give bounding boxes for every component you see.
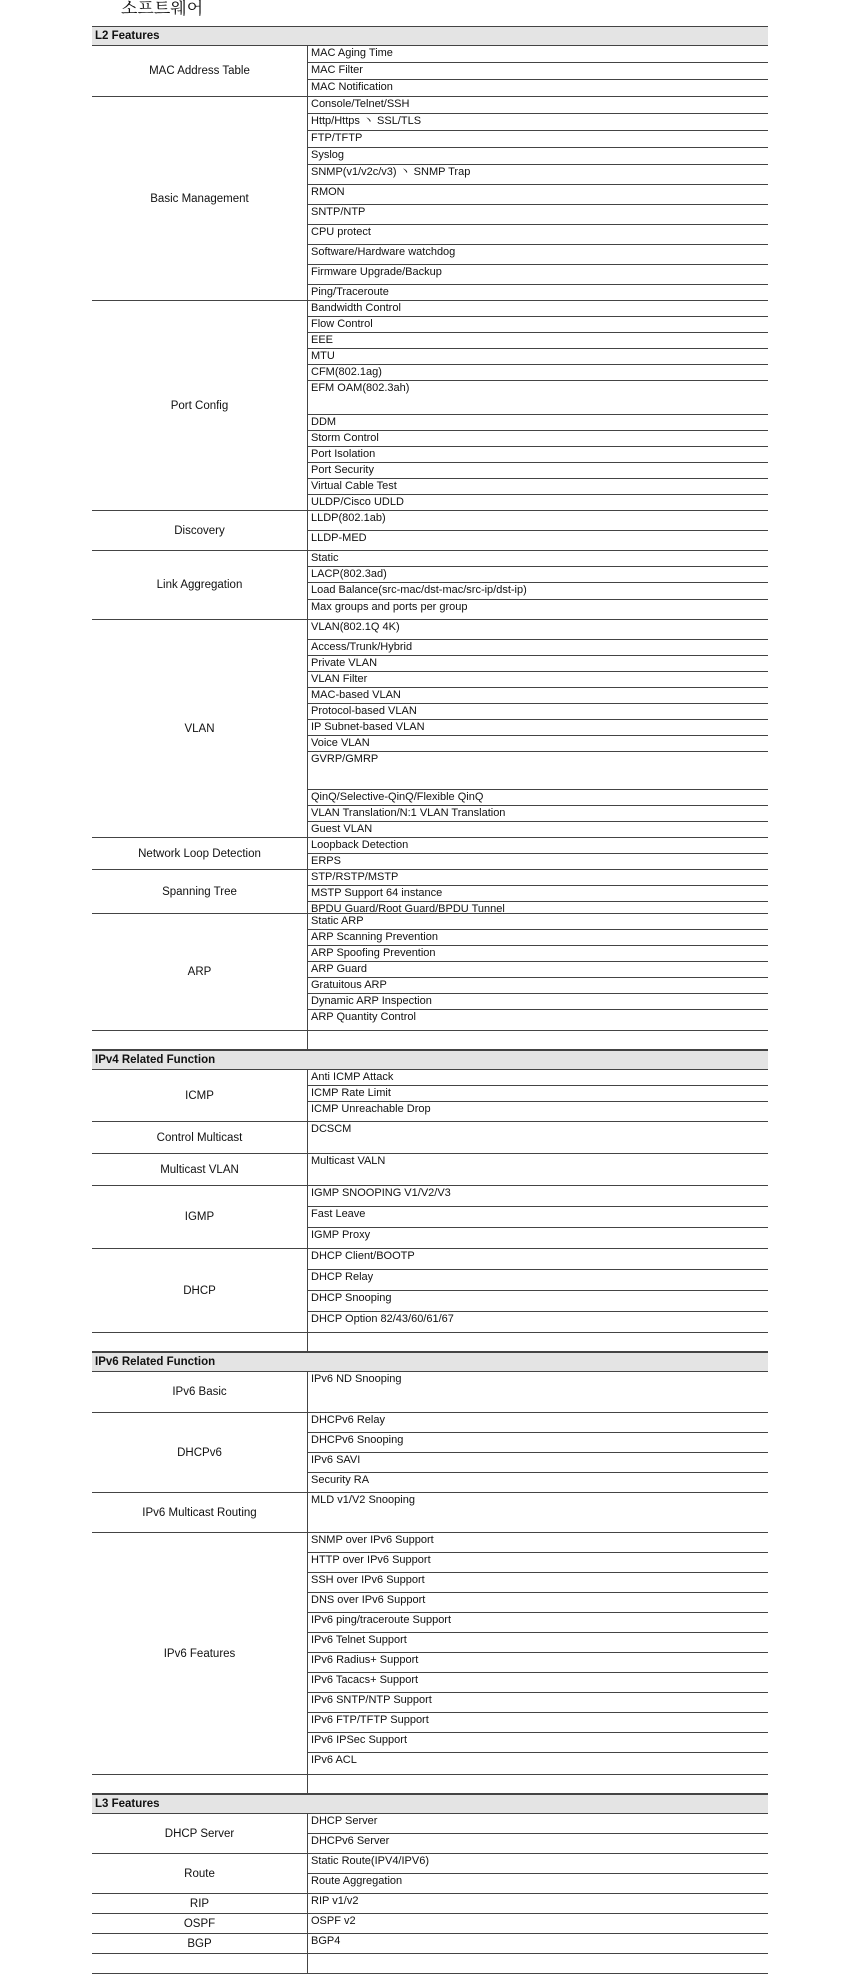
category-cell: Basic Management: [92, 97, 307, 301]
feature-cell: ICMP Unreachable Drop: [307, 1102, 768, 1122]
category-cell: MAC Address Table: [92, 46, 307, 97]
feature-cell: Console/Telnet/SSH: [307, 97, 768, 114]
feature-cell: RMON: [307, 185, 768, 205]
blank-feature-cell: [307, 1954, 768, 1974]
blank-feature-cell: [307, 1333, 768, 1352]
feature-cell: CPU protect: [307, 225, 768, 245]
feature-cell: EFM OAM(802.3ah): [307, 381, 768, 415]
section-header: IPv6 Related Function: [92, 1352, 768, 1372]
feature-cell: CFM(802.1ag): [307, 365, 768, 381]
section-header: L3 Features: [92, 1794, 768, 1814]
feature-cell: Route Aggregation: [307, 1874, 768, 1894]
feature-cell: RIP v1/v2: [307, 1894, 768, 1914]
page-title: 소프트웨어: [121, 0, 204, 19]
feature-cell: DHCP Snooping: [307, 1291, 768, 1312]
feature-cell: ARP Scanning Prevention: [307, 930, 768, 946]
category-cell: Discovery: [92, 511, 307, 551]
category-cell: IPv6 Multicast Routing: [92, 1493, 307, 1533]
feature-cell: VLAN Filter: [307, 672, 768, 688]
feature-cell: Flow Control: [307, 317, 768, 333]
blank-category-cell: [92, 1031, 307, 1050]
blank-category-cell: [92, 1954, 307, 1974]
category-cell: Multicast VLAN: [92, 1154, 307, 1186]
feature-cell: EEE: [307, 333, 768, 349]
feature-cell: DHCPv6 Snooping: [307, 1433, 768, 1453]
feature-cell: Multicast VALN: [307, 1154, 768, 1186]
feature-cell: HTTP over IPv6 Support: [307, 1553, 768, 1573]
feature-cell: IPv6 SNTP/NTP Support: [307, 1693, 768, 1713]
feature-cell: IPv6 IPSec Support: [307, 1733, 768, 1753]
feature-cell: Max groups and ports per group: [307, 600, 768, 620]
blank-category-cell: [92, 1333, 307, 1352]
feature-cell: ARP Guard: [307, 962, 768, 978]
feature-cell: DHCP Client/BOOTP: [307, 1249, 768, 1270]
feature-cell: ARP Quantity Control: [307, 1010, 768, 1031]
feature-cell: OSPF v2: [307, 1914, 768, 1934]
category-cell: IGMP: [92, 1186, 307, 1249]
feature-cell: Syslog: [307, 148, 768, 165]
feature-cell: Virtual Cable Test: [307, 479, 768, 495]
feature-cell: ICMP Rate Limit: [307, 1086, 768, 1102]
feature-cell: IPv6 ping/traceroute Support: [307, 1613, 768, 1633]
feature-cell: ARP Spoofing Prevention: [307, 946, 768, 962]
category-cell: Control Multicast: [92, 1122, 307, 1154]
feature-cell: MLD v1/V2 Snooping: [307, 1493, 768, 1533]
feature-cell: BPDU Guard/Root Guard/BPDU Tunnel: [307, 902, 768, 914]
feature-cell: DHCP Relay: [307, 1270, 768, 1291]
feature-cell: Access/Trunk/Hybrid: [307, 640, 768, 656]
category-cell: BGP: [92, 1934, 307, 1954]
feature-cell: Port Security: [307, 463, 768, 479]
feature-cell: Dynamic ARP Inspection: [307, 994, 768, 1010]
feature-cell: LLDP-MED: [307, 531, 768, 551]
category-cell: DHCP Server: [92, 1814, 307, 1854]
feature-cell: Ping/Traceroute: [307, 285, 768, 301]
feature-cell: MAC Aging Time: [307, 46, 768, 63]
feature-cell: Anti ICMP Attack: [307, 1070, 768, 1086]
feature-cell: IPv6 FTP/TFTP Support: [307, 1713, 768, 1733]
category-cell: DHCP: [92, 1249, 307, 1333]
feature-cell: DCSCM: [307, 1122, 768, 1154]
feature-cell: SSH over IPv6 Support: [307, 1573, 768, 1593]
category-cell: IPv6 Basic: [92, 1372, 307, 1413]
section-header: L2 Features: [92, 26, 768, 46]
blank-category-cell: [92, 1775, 307, 1794]
feature-cell: IPv6 SAVI: [307, 1453, 768, 1473]
feature-cell: IPv6 Tacacs+ Support: [307, 1673, 768, 1693]
feature-cell: DHCPv6 Relay: [307, 1413, 768, 1433]
feature-cell: DHCP Server: [307, 1814, 768, 1834]
feature-cell: Fast Leave: [307, 1207, 768, 1228]
feature-cell: IPv6 Telnet Support: [307, 1633, 768, 1653]
feature-cell: DDM: [307, 415, 768, 431]
feature-cell: IP Subnet-based VLAN: [307, 720, 768, 736]
feature-cell: Load Balance(src-mac/dst-mac/src-ip/dst-ip): [307, 583, 768, 600]
feature-cell: Software/Hardware watchdog: [307, 245, 768, 265]
feature-cell: ERPS: [307, 854, 768, 870]
feature-cell: Firmware Upgrade/Backup: [307, 265, 768, 285]
feature-cell: Static Route(IPV4/IPV6): [307, 1854, 768, 1874]
feature-cell: Gratuitous ARP: [307, 978, 768, 994]
feature-cell: Static ARP: [307, 914, 768, 930]
category-cell: Spanning Tree: [92, 870, 307, 914]
feature-cell: MAC Notification: [307, 80, 768, 97]
section-header: IPv4 Related Function: [92, 1050, 768, 1070]
feature-cell: Storm Control: [307, 431, 768, 447]
feature-cell: BGP4: [307, 1934, 768, 1954]
feature-cell: MAC Filter: [307, 63, 768, 80]
category-cell: Route: [92, 1854, 307, 1894]
feature-cell: IPv6 ACL: [307, 1753, 768, 1775]
feature-cell: Loopback Detection: [307, 838, 768, 854]
category-cell: VLAN: [92, 620, 307, 838]
feature-cell: Static: [307, 551, 768, 567]
feature-cell: IGMP Proxy: [307, 1228, 768, 1249]
blank-feature-cell: [307, 1031, 768, 1050]
feature-cell: Guest VLAN: [307, 822, 768, 838]
feature-cell: LLDP(802.1ab): [307, 511, 768, 531]
feature-cell: DHCPv6 Server: [307, 1834, 768, 1854]
feature-cell: Protocol-based VLAN: [307, 704, 768, 720]
category-cell: Link Aggregation: [92, 551, 307, 620]
feature-cell: DNS over IPv6 Support: [307, 1593, 768, 1613]
feature-cell: LACP(802.3ad): [307, 567, 768, 583]
feature-cell: MTU: [307, 349, 768, 365]
category-cell: DHCPv6: [92, 1413, 307, 1493]
category-cell: ICMP: [92, 1070, 307, 1122]
feature-cell: FTP/TFTP: [307, 131, 768, 148]
feature-cell: VLAN Translation/N:1 VLAN Translation: [307, 806, 768, 822]
feature-cell: IPv6 Radius+ Support: [307, 1653, 768, 1673]
feature-cell: IPv6 ND Snooping: [307, 1372, 768, 1413]
category-cell: ARP: [92, 914, 307, 1031]
category-cell: RIP: [92, 1894, 307, 1914]
feature-cell: GVRP/GMRP: [307, 752, 768, 790]
feature-cell: Port Isolation: [307, 447, 768, 463]
feature-cell: Http/Https 丶 SSL/TLS: [307, 114, 768, 131]
spec-table: [92, 26, 768, 1980]
feature-cell: SNMP over IPv6 Support: [307, 1533, 768, 1553]
feature-cell: IGMP SNOOPING V1/V2/V3: [307, 1186, 768, 1207]
feature-cell: Security RA: [307, 1473, 768, 1493]
feature-cell: QinQ/Selective-QinQ/Flexible QinQ: [307, 790, 768, 806]
category-cell: Port Config: [92, 301, 307, 511]
feature-cell: ULDP/Cisco UDLD: [307, 495, 768, 511]
feature-cell: SNMP(v1/v2c/v3) 丶 SNMP Trap: [307, 165, 768, 185]
blank-feature-cell: [307, 1775, 768, 1794]
feature-cell: DHCP Option 82/43/60/61/67: [307, 1312, 768, 1333]
feature-cell: Voice VLAN: [307, 736, 768, 752]
category-cell: OSPF: [92, 1914, 307, 1934]
feature-cell: STP/RSTP/MSTP: [307, 870, 768, 886]
feature-cell: Private VLAN: [307, 656, 768, 672]
category-cell: Network Loop Detection: [92, 838, 307, 870]
feature-cell: Bandwidth Control: [307, 301, 768, 317]
category-cell: IPv6 Features: [92, 1533, 307, 1775]
feature-cell: MAC-based VLAN: [307, 688, 768, 704]
feature-cell: VLAN(802.1Q 4K): [307, 620, 768, 640]
feature-cell: SNTP/NTP: [307, 205, 768, 225]
feature-cell: MSTP Support 64 instance: [307, 886, 768, 902]
